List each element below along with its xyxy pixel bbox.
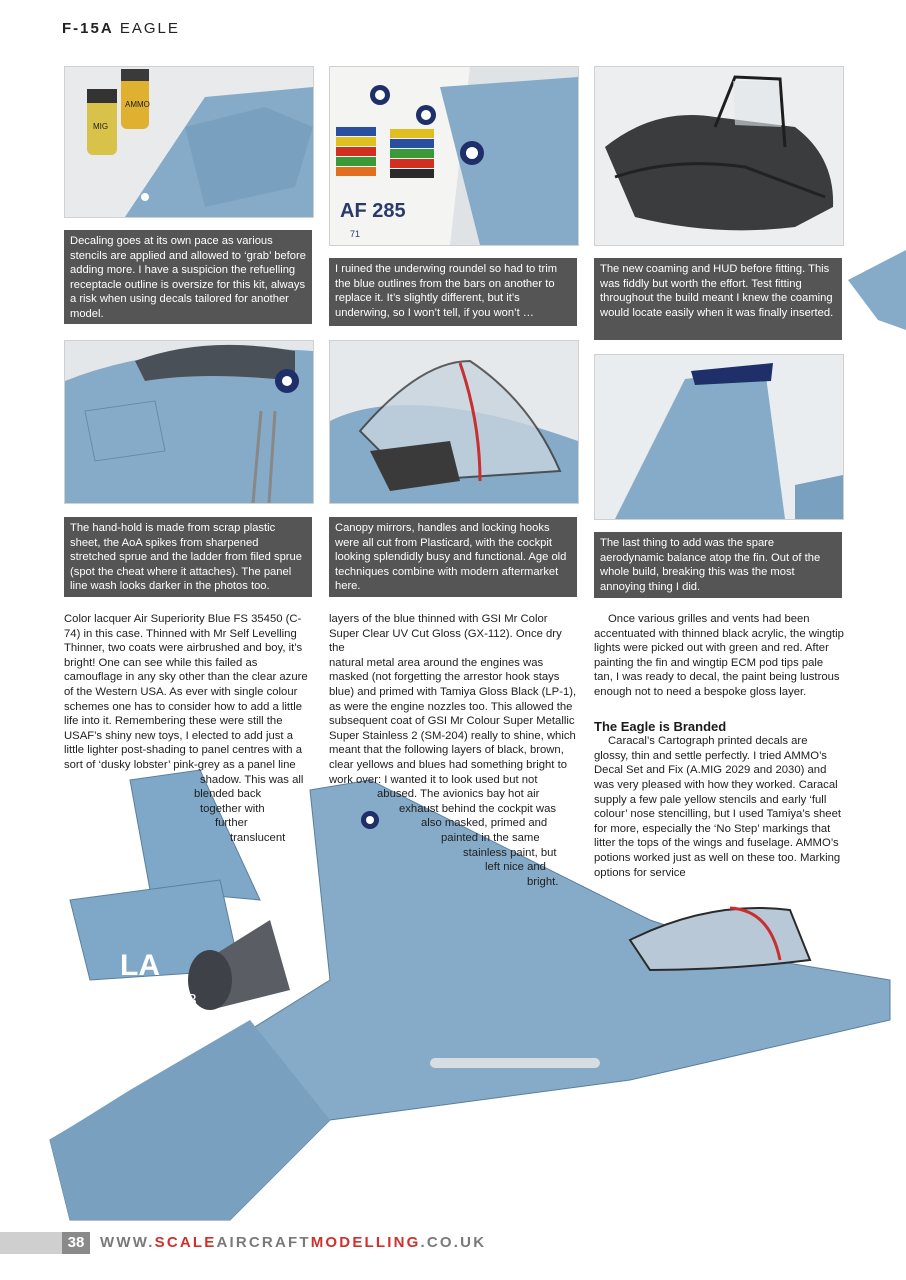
col2-line: left nice and	[485, 861, 546, 874]
paint-label-1: MIG	[93, 122, 109, 131]
col2-line: abused. The avionics bay hot air	[377, 788, 540, 801]
col1-line: further	[215, 817, 248, 830]
tail-serial-large: 103	[170, 992, 197, 1009]
body-column-2	[329, 612, 579, 889]
col1-line: blended back	[194, 788, 262, 801]
col2-line: masked (not forgetting the arrestor hook stays	[329, 671, 560, 684]
photo-decaling-wing	[64, 66, 314, 218]
photo-canopy	[329, 340, 579, 504]
url-aircraft: AIRCRAFT	[216, 1234, 311, 1251]
col1-line: little lighter post-shading to panel centres with a	[64, 744, 302, 757]
caption-roundel: I ruined the underwing roundel so had to trim the blue outlines from the bars on another to replace it. It’s slightly different, but it’s underwing, so I won’t tell, if you won’t …	[329, 258, 577, 326]
subheading-eagle-branded: The Eagle is Branded	[594, 718, 727, 734]
col1-line: life into it. Remembering these were still the	[64, 715, 283, 728]
col1-line: translucent	[230, 831, 286, 844]
caption-decaling: Decaling goes at its own pace as various stencils are applied and allowed to ‘grab’ before adding more. I have a suspicion the refuelling receptacle outline is oversize for this kit, always a risk when using decals tailored for another model.	[64, 230, 312, 324]
col1-line: bright! One can see while this failed as	[64, 656, 258, 669]
col2-line: painted in the same	[441, 831, 540, 844]
col1-line: shadow. This was all	[200, 773, 304, 786]
col3-paragraph-1: Once various grilles and vents had been accentuated with thinned black acrylic, the wingtip lights were picked out with green and red. After painting the fin and wingtip ECM pod tips pale tan, I was ready to decal, the paint being lustrous enough not to need a bespoke gloss layer.	[594, 613, 844, 698]
running-header	[62, 20, 180, 37]
body-column-1	[64, 612, 314, 846]
url-modelling: MODELLING	[310, 1234, 421, 1251]
photo-fin	[594, 354, 844, 520]
col1-line: of the Western USA. As ever with single colour	[64, 685, 298, 698]
caption-fin: The last thing to add was the spare aerodynamic balance atop the fin. Out of the whole build, breaking this was the most annoying thing I did.	[594, 532, 842, 598]
url-prefix: WWW.	[100, 1234, 155, 1251]
tail-serial-small: AF 75	[152, 987, 171, 994]
col2-line: bright.	[527, 875, 559, 888]
decal-small: 71	[350, 229, 361, 239]
col2-line: as were the engine nozzles too. This allowed the	[329, 700, 573, 713]
col1-line: schemes one has to consider how to add a little	[64, 700, 303, 713]
tail-code: LA	[120, 949, 160, 982]
col1-line: 74) in this case. Thinned with Mr Self Levelling	[64, 627, 297, 640]
photo-decal-sheet	[329, 66, 579, 246]
col2-line: subsequent coat of GSI Mr Colour Super Metallic	[329, 715, 575, 728]
col1-line: camouflage in any sky other than the clear azure	[64, 671, 308, 684]
website-url[interactable]	[100, 1234, 486, 1251]
col2-line: Super Stainless 2 (SM-204) really to shine, which	[329, 729, 576, 742]
url-scale: SCALE	[154, 1234, 217, 1251]
col2-line: Super Clear UV Cut Gloss (GX-112). Once dry the	[329, 627, 562, 655]
header-title-bold: F-15A	[62, 20, 114, 37]
photo-coaming-hud	[594, 66, 844, 246]
photo-ladder	[64, 340, 314, 504]
col2-line: meant that the following layers of black, brown,	[329, 744, 564, 757]
col1-line: USAF’s shiny new toys, I elected to add just a	[64, 729, 293, 742]
caption-coaming: The new coaming and HUD before fitting. This was fiddly but worth the effort. Test fitting throughout the build meant I knew the coaming would locate easily when it was finally inserted.	[594, 258, 842, 340]
page-number: 38	[62, 1232, 90, 1254]
col2-line: natural metal area around the engines was	[329, 656, 544, 669]
paint-label-2: AMMO	[125, 100, 150, 109]
col2-line: blue) and primed with Tamiya Gloss Black (LP-1),	[329, 685, 577, 698]
footer-bar	[0, 1232, 62, 1254]
col3-paragraph-2: Caracal’s Cartograph printed decals are glossy, thin and settle perfectly. I tried AMMO’s Decal Set and Fix (A.MIG 2029 and 2030) and was very pleased with how they worked. Caracal supply a few pale yellow stencils and early ‘full colour’ nose stencilling, but I used Tamiya’s sheet for more, especially the ‘No Step’ markings that litter the tops of the wings and fuselage. AMMO’s potions worked just as well on these too. Marking options for service	[594, 735, 841, 879]
col2-line: layers of the blue thinned with GSI Mr Color	[329, 613, 548, 625]
col2-line: exhaust behind the cockpit was	[399, 802, 556, 815]
col2-line: clear yellows and blues had something bright to	[329, 758, 568, 771]
caption-handhold: The hand-hold is made from scrap plastic sheet, the AoA spikes from sharpened stretched sprue and the ladder from filed sprue (spot the cheat where it attaches). The panel line wash looks darker in the photos too.	[64, 517, 312, 597]
col1-line: sort of ‘dusky lobster’ pink-grey as a panel line	[64, 758, 296, 771]
col1-line: together with	[200, 802, 265, 815]
header-title-rest: EAGLE	[119, 20, 180, 37]
decal-serial: AF 285	[340, 200, 406, 222]
wing-edge-image	[848, 250, 906, 330]
col2-line: work over: I wanted it to look used but not	[329, 773, 538, 786]
body-column-3	[594, 612, 844, 880]
col2-line: also masked, primed and	[421, 817, 548, 830]
caption-canopy: Canopy mirrors, handles and locking hooks were all cut from Plasticard, with the cockpit looking splendidly busy and functional. Age old techniques combine with modern aftermarket here.	[329, 517, 577, 597]
col1-line: Color lacquer Air Superiority Blue FS 35450 (C-	[64, 613, 302, 625]
col1-line: Thinner, two coats were airbrushed and boy, it’s	[64, 642, 303, 655]
col2-line: stainless paint, but	[463, 846, 557, 859]
url-suffix: .CO.UK	[420, 1234, 487, 1251]
